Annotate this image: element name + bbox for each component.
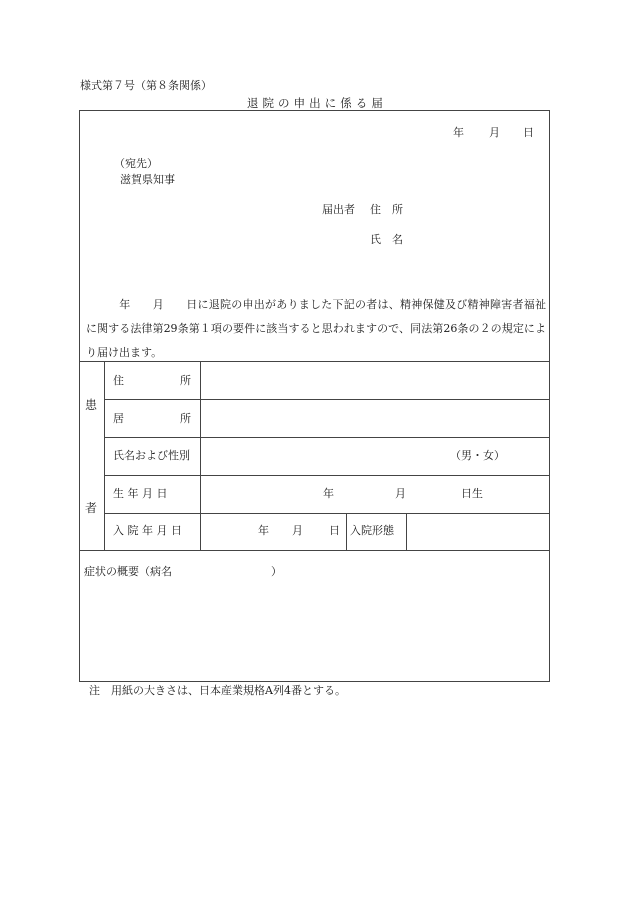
row-separator-residence xyxy=(104,437,549,438)
admission-type-divider-right xyxy=(406,513,407,550)
addressee-label: （宛先） xyxy=(114,157,158,170)
date-day-label: 日 xyxy=(523,126,534,139)
patient-admission-label: 入 院 年 月 日 xyxy=(113,524,182,537)
date-month-label: 月 xyxy=(489,126,500,139)
date-year-label: 年 xyxy=(453,126,464,139)
patient-admission-year: 年 xyxy=(258,524,269,537)
footnote: 注 用紙の大きさは、日本産業規格A列4番とする。 xyxy=(89,684,346,697)
row-separator-name xyxy=(104,475,549,476)
row-separator-birth xyxy=(104,513,549,514)
patient-admission-month: 月 xyxy=(292,524,303,537)
document-title: 退 院 の 申 出 に 係 る 届 xyxy=(246,96,384,110)
patient-table-bottom xyxy=(80,550,549,551)
notifier-label: 届出者 xyxy=(322,203,355,216)
patient-admission-day: 日 xyxy=(329,524,340,537)
form-number: 様式第７号（第８条関係） xyxy=(80,79,212,92)
notifier-address-label: 住 所 xyxy=(370,203,403,216)
patient-birth-day: 日生 xyxy=(461,487,483,500)
notifier-name-label: 氏 名 xyxy=(370,233,403,246)
patient-birth-year: 年 xyxy=(323,487,334,500)
patient-residence-label-2: 所 xyxy=(180,412,191,425)
form-frame xyxy=(79,110,550,682)
patient-admission-type-label: 入院形態 xyxy=(350,524,394,537)
patient-birth-month: 月 xyxy=(395,487,406,500)
symptoms-label: 症状の概要（病名 xyxy=(84,565,172,578)
patient-sex-options: （男・女） xyxy=(450,449,505,462)
patient-section-char-1: 患 xyxy=(85,398,98,412)
patient-address-label-1: 住 xyxy=(113,374,124,387)
row-separator-address xyxy=(104,399,549,400)
patient-section-char-2: 者 xyxy=(85,501,98,515)
addressee-name: 滋賀県知事 xyxy=(120,173,175,186)
body-text: 日に退院の申出がありました下記の者は、精神保健及び精神障害者福祉に関する法律第29条第１項の要件に該当すると思われますので、同法第26条の２の規定により届け出ます。 xyxy=(86,298,546,359)
patient-address-label-2: 所 xyxy=(180,374,191,387)
symptoms-close-paren: ） xyxy=(271,565,282,578)
body-year: 年 xyxy=(119,298,131,311)
admission-type-divider-left xyxy=(346,513,347,550)
patient-residence-label-1: 居 xyxy=(113,412,124,425)
declaration-text xyxy=(86,293,546,365)
label-column-divider xyxy=(200,361,201,550)
section-column-divider xyxy=(104,361,105,550)
patient-name-sex-label: 氏名および性別 xyxy=(113,449,190,462)
patient-birth-label: 生 年 月 日 xyxy=(113,487,168,500)
body-month: 月 xyxy=(152,298,164,311)
